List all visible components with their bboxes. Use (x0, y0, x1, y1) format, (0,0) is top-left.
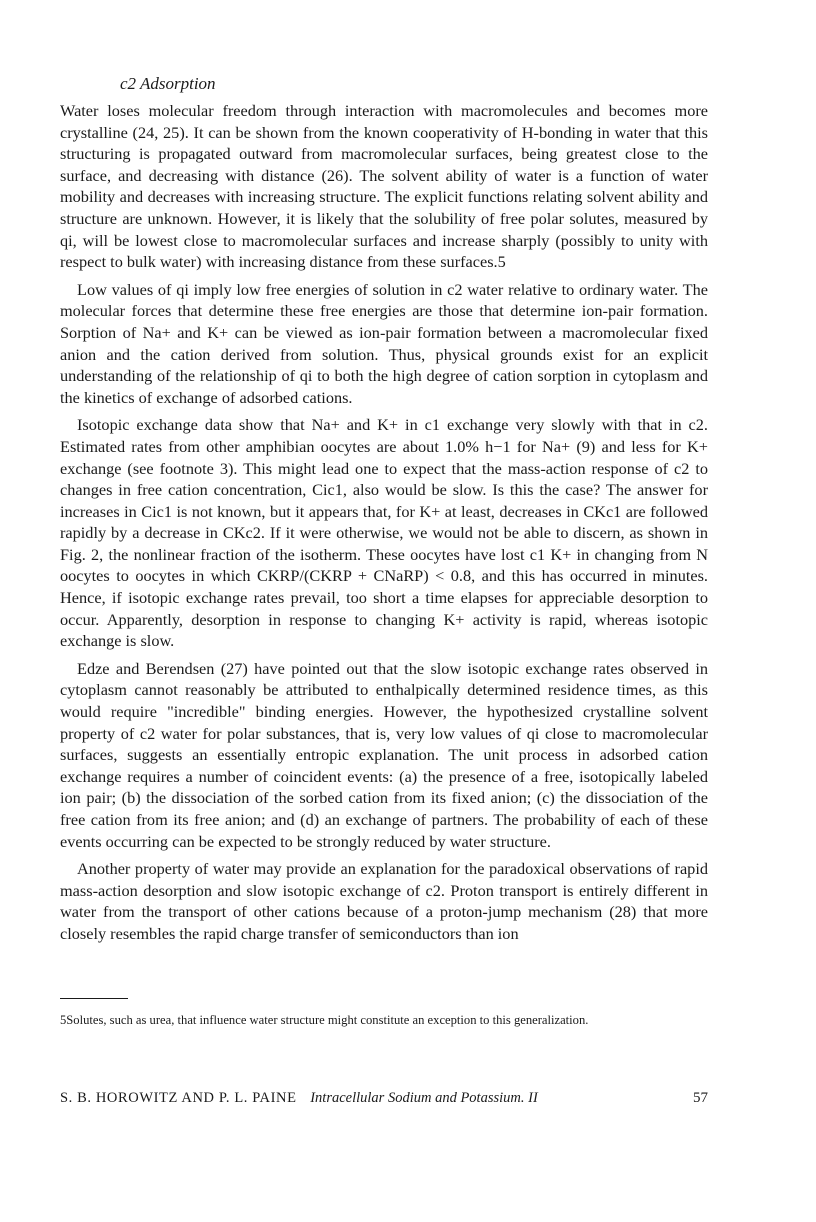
section-heading: c2 Adsorption (120, 74, 216, 93)
page-number: 57 (693, 1090, 708, 1106)
footer-authors: S. B. HOROWITZ AND P. L. PAINE (60, 1090, 297, 1106)
paragraph: Another property of water may provide an explanation for the paradoxical observations of rapid mass-action desorption and slow isotopic exchange of c2. Proton transport is entirely different in water from the transport of other cations because of a proton-jump mechanism (28) that more closely resembles the rapid charge transfer of semiconductors than ion (60, 859, 708, 943)
body-text (60, 100, 708, 951)
paragraph: Water loses molecular freedom through interaction with macromolecules and becomes more crystalline (24, 25). It can be shown from the known cooperativity of H-bonding in water that this structuring is propagated outward from macromolecular surfaces, being greatest close to the surface, and decreasing with distance (26). The solvent ability of water is a function of water mobility and decreases with increasing structure. The explicit functions relating solvent ability and structure are unknown. However, it is likely that the solubility of free polar solutes, measured by qi, will be lowest close to macromolecular surfaces and increase sharply (possibly to unity with respect to bulk water) with increasing distance from these surfaces.5 (60, 101, 708, 272)
footnote-divider (60, 998, 128, 999)
footnote: 5Solutes, such as urea, that influence water structure might constitute an exception to this generalization. (60, 1013, 589, 1027)
page-footer (60, 1089, 708, 1107)
paragraph: Low values of qi imply low free energies of solution in c2 water relative to ordinary water. The molecular forces that determine these free energies are those that determine ion-pair formation. Sorption of Na+ and K+ can be viewed as ion-pair formation between a macromolecular fixed anion and the cation derived from solution. Thus, physical grounds exist for an explicit understanding of the relationship of qi to both the high degree of cation sorption in cytoplasm and the kinetics of exchange of adsorbed cations. (60, 279, 708, 407)
paragraph: Isotopic exchange data show that Na+ and K+ in c1 exchange very slowly with that in c2. Estimated rates from other amphibian oocytes are about 1.0% h−1 for Na+ (9) and less for K+ exchange (see footnote 3). This might lead one to expect that the mass-action response of c2 to changes in free cation concentration, Cic1, also would be slow. Is this the case? The answer for increases in Cic1 is not known, but it appears that, for K+ at least, decreases in CKc1 are followed rapidly by a decrease in CKc2. If it were otherwise, we would not be able to discern, as shown in Fig. 2, the nonlinear fraction of the isotherm. These oocytes have lost c1 K+ in changing from N oocytes to oocytes in which CKRP/(CKRP + CNaRP) < 0.8, and this has occurred in minutes. Hence, if isotopic exchange rates prevail, too short a time elapses for appreciable desorption to occur. Apparently, desorption in response to changing K+ activity is rapid, whereas isotopic exchange is slow. (60, 415, 708, 651)
paragraph: Edze and Berendsen (27) have pointed out that the slow isotopic exchange rates observed in cytoplasm cannot reasonably be attributed to enthalpically determined residence times, as this would require "incredible" binding energies. However, the hypothesized crystalline solvent property of c2 water for polar substances, that is, very low values of qi close to macromolecular surfaces, suggests an essentially entropic explanation. The unit process in adsorbed cation exchange requires a number of coincident events: (a) the presence of a free, isotopically labeled ion pair; (b) the dissociation of the sorbed cation from its fixed anion; (c) the dissociation of the free cation from its free anion; and (d) an exchange of partners. The probability of each of these events occurring can be expected to be strongly reduced by water structure. (60, 658, 708, 851)
footer-article-title: Intracellular Sodium and Potassium. II (310, 1090, 538, 1106)
